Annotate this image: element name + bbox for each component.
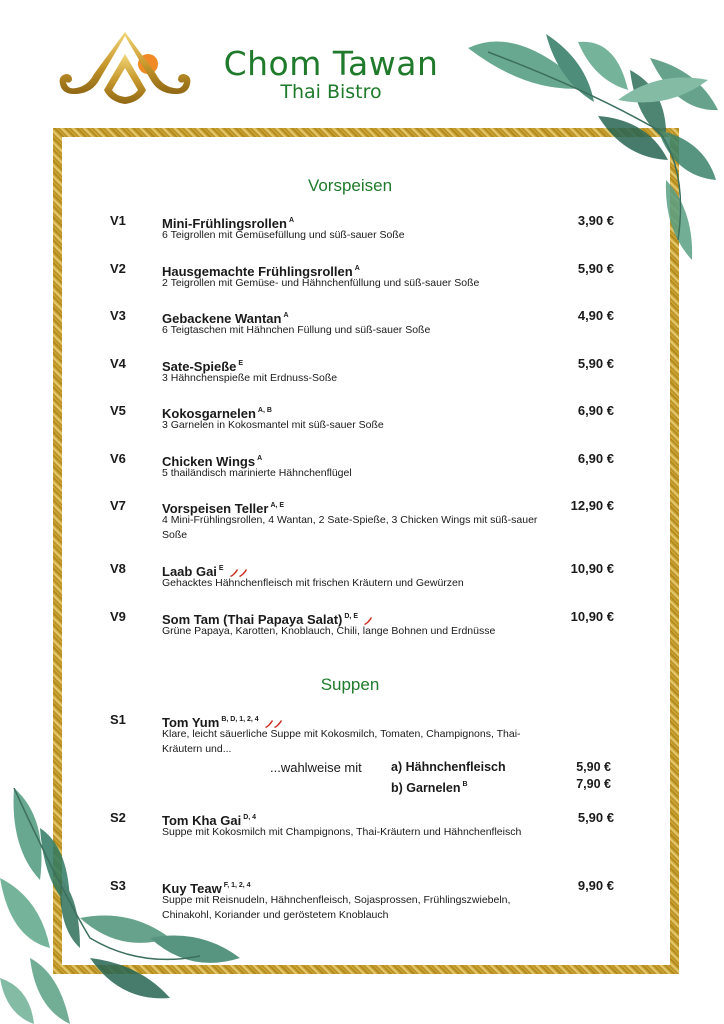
allergen-codes: A, B [257, 407, 272, 414]
item-description: 4 Mini-Frühlingsrollen, 4 Wantan, 2 Sate-Spieße, 3 Chicken Wings mit süß-sauer Soße [162, 514, 538, 541]
item-name: Kuy Teaw $^{F, 1, 2, 4}$ [162, 881, 251, 896]
allergen-codes: B, D, 1, 2, 4 [221, 716, 259, 723]
item-name: Tom Yum $^{B, D, 1, 2, 4}$ [162, 711, 284, 731]
item-code: V4 [110, 356, 126, 371]
item-name: Gebackene Wantan $^A$ [162, 311, 289, 326]
option-price: 5,90 € [576, 760, 611, 774]
item-description: Gehacktes Hähnchenfleisch mit frischen Kräutern und Gewürzen [162, 577, 464, 589]
item-description: 3 Garnelen in Kokosmantel mit süß-sauer Soße [162, 419, 384, 431]
item-name: Mini-Frühlingsrollen $^A$ [162, 216, 294, 231]
allergen-codes: D, E [344, 613, 358, 620]
item-price: 4,90 € [577, 308, 614, 323]
item-description: Klare, leicht säuerliche Suppe mit Kokosmilch, Tomaten, Champignons, Thai-Kräutern und... [162, 728, 521, 755]
item-price: 9,90 € [577, 878, 614, 893]
item-name: Som Tam (Thai Papaya Salat) $^{D, E}$ [162, 608, 374, 628]
item-code: S2 [110, 810, 126, 825]
item-description: Suppe mit Kokosmilch mit Champignons, Thai-Kräutern und Hähnchenfleisch [162, 826, 522, 838]
allergen-codes: A [257, 455, 263, 462]
allergen-codes: E [238, 360, 244, 367]
item-code: V7 [110, 498, 126, 513]
item-price: 12,90 € [570, 498, 614, 513]
options-prefix: ...wahlweise mit [270, 760, 362, 775]
item-name: Laab Gai $^E$ [162, 560, 249, 580]
item-description: Suppe mit Reisnudeln, Hähnchenfleisch, Sojasprossen, Frühlingszwiebeln, Chinakohl, Koriander und geröstetem Knoblauch [162, 894, 511, 921]
item-price: 3,90 € [577, 213, 614, 228]
option-label: b) Garnelen $^B$ [391, 781, 468, 795]
logo-icon [56, 32, 194, 112]
item-description: 5 thailändisch marinierte Hähnchenflügel [162, 467, 352, 479]
item-code: V8 [110, 561, 126, 576]
item-code: V3 [110, 308, 126, 323]
section-title-vorspeisen: Vorspeisen [307, 176, 393, 195]
item-code: V5 [110, 403, 126, 418]
option-label: a) Hähnchenfleisch [391, 760, 506, 774]
item-price: 6,90 € [577, 451, 614, 466]
allergen-codes: E [218, 565, 224, 572]
item-code: V1 [110, 213, 126, 228]
item-price: 5,90 € [577, 810, 614, 825]
item-description: 6 Teigtaschen mit Hähnchen Füllung und süß-sauer Soße [162, 324, 431, 336]
item-code: S1 [110, 712, 126, 727]
allergen-codes: A [283, 312, 289, 319]
restaurant-subtitle: Thai Bistro [280, 81, 382, 103]
allergen-codes: D, 4 [243, 814, 257, 821]
item-name: Hausgemachte Frühlingsrollen $^A$ [162, 264, 360, 279]
allergen-codes: F, 1, 2, 4 [223, 882, 251, 889]
allergen-codes: A [354, 265, 360, 272]
item-price: 6,90 € [577, 403, 614, 418]
item-price: 10,90 € [570, 609, 614, 624]
item-price: 5,90 € [577, 356, 614, 371]
item-name: Tom Kha Gai $^{D, 4}$ [162, 813, 257, 828]
item-name: Kokosgarnelen $^{A, B}$ [162, 406, 272, 421]
item-name: Vorspeisen Teller $^{A, E}$ [162, 501, 285, 516]
allergen-codes: A, E [270, 502, 285, 509]
item-description: 3 Hähnchenspieße mit Erdnuss-Soße [162, 372, 338, 384]
item-description: Grüne Papaya, Karotten, Knoblauch, Chili, lange Bohnen und Erdnüsse [162, 625, 496, 637]
item-description: 6 Teigrollen mit Gemüsefüllung und süß-sauer Soße [162, 229, 405, 241]
allergen-codes: A [288, 217, 294, 224]
item-code: S3 [110, 878, 126, 893]
section-title-suppen: Suppen [320, 675, 380, 694]
item-code: V6 [110, 451, 126, 466]
item-description: 2 Teigrollen mit Gemüse- und Hähnchenfüllung und süß-sauer Soße [162, 277, 480, 289]
item-name: Sate-Spieße $^E$ [162, 359, 244, 374]
item-price: 10,90 € [570, 561, 614, 576]
allergen-codes: B [462, 781, 468, 788]
option-price: 7,90 € [576, 777, 611, 791]
item-name: Chicken Wings $^A$ [162, 454, 263, 469]
item-code: V2 [110, 261, 126, 276]
restaurant-name: Chom Tawan [223, 44, 439, 83]
item-price: 5,90 € [577, 261, 614, 276]
item-code: V9 [110, 609, 126, 624]
